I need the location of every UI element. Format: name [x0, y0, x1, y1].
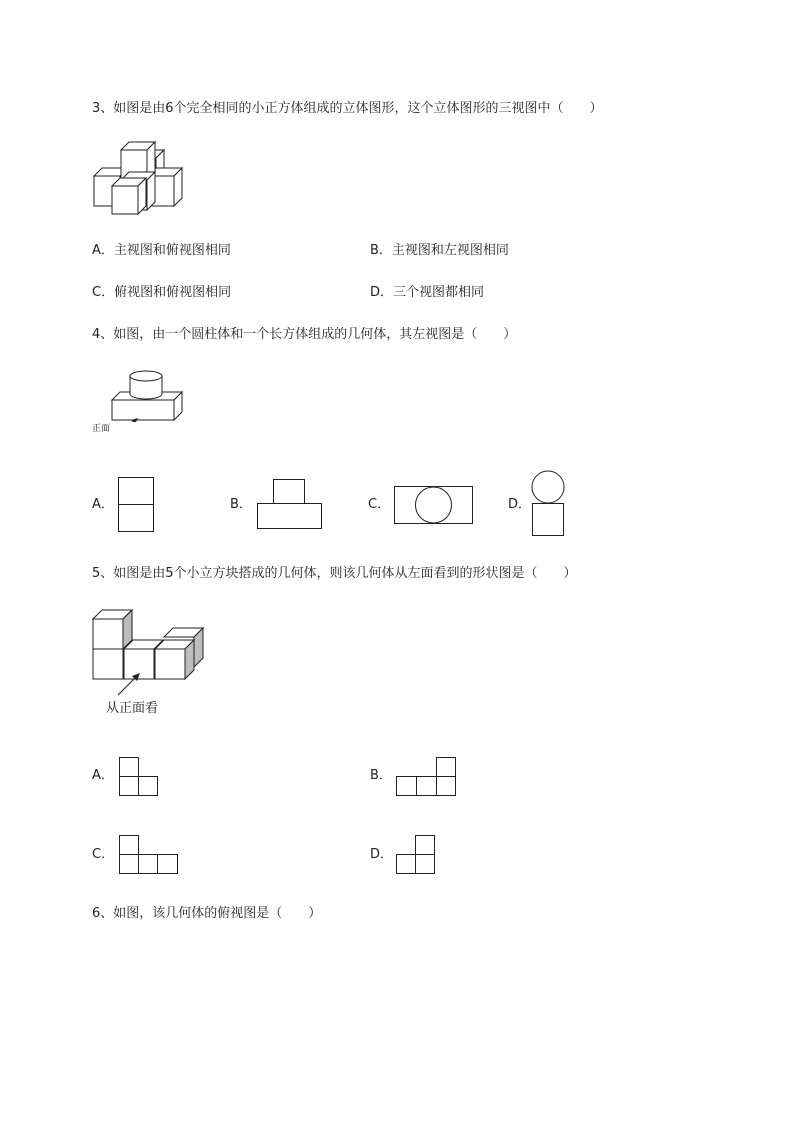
question-3-figure — [90, 140, 190, 220]
front-face-label: 正面 — [92, 424, 111, 434]
question-4-stem: 4、如图，由一个圆柱体和一个长方体组成的几何体，其左视图是（ ） — [92, 327, 517, 342]
q4-option-a-label[interactable]: A． — [92, 497, 114, 512]
question-3-stem: 3、如图是由6个完全相同的小正方体组成的立体图形，这个立体图形的三视图中（ ） — [92, 101, 603, 116]
q3-option-d[interactable]: D．三个视图都相同 — [370, 285, 485, 300]
q5-option-b-label[interactable]: B． — [370, 768, 392, 783]
view-from-front-label: 从正面看 — [106, 701, 159, 716]
question-5-stem: 5、如图是由5个小立方块搭成的几何体，则该几何体从左面看到的形状图是（ ） — [92, 566, 577, 581]
q4-option-b-label[interactable]: B． — [230, 497, 252, 512]
q5-option-d-figure[interactable] — [395, 834, 437, 876]
q4-option-a-figure[interactable] — [118, 477, 154, 533]
q3-option-b[interactable]: B．主视图和左视图相同 — [370, 243, 509, 258]
q5-option-c-label[interactable]: C． — [92, 847, 115, 862]
question-6-stem: 6、如图，该几何体的俯视图是（ ） — [92, 906, 322, 921]
q4-option-b-figure[interactable] — [257, 479, 323, 531]
q4-option-d-figure[interactable] — [530, 470, 566, 538]
question-4-figure — [90, 368, 190, 438]
q5-option-b-figure[interactable] — [395, 756, 459, 798]
q4-option-c-figure[interactable] — [394, 486, 474, 526]
cube-front — [112, 178, 146, 214]
q3-option-c[interactable]: C．俯视图和俯视图相同 — [92, 285, 232, 300]
q3-option-a[interactable]: A．主视图和俯视图相同 — [92, 243, 231, 258]
q5-option-a-figure[interactable] — [118, 756, 160, 798]
q5-option-c-figure[interactable] — [118, 834, 182, 876]
q5-option-d-label[interactable]: D． — [370, 847, 394, 862]
q5-option-a-label[interactable]: A． — [92, 768, 114, 783]
question-5-figure — [92, 605, 212, 720]
q4-option-c-label[interactable]: C． — [368, 497, 391, 512]
q4-option-d-label[interactable]: D． — [508, 497, 532, 512]
